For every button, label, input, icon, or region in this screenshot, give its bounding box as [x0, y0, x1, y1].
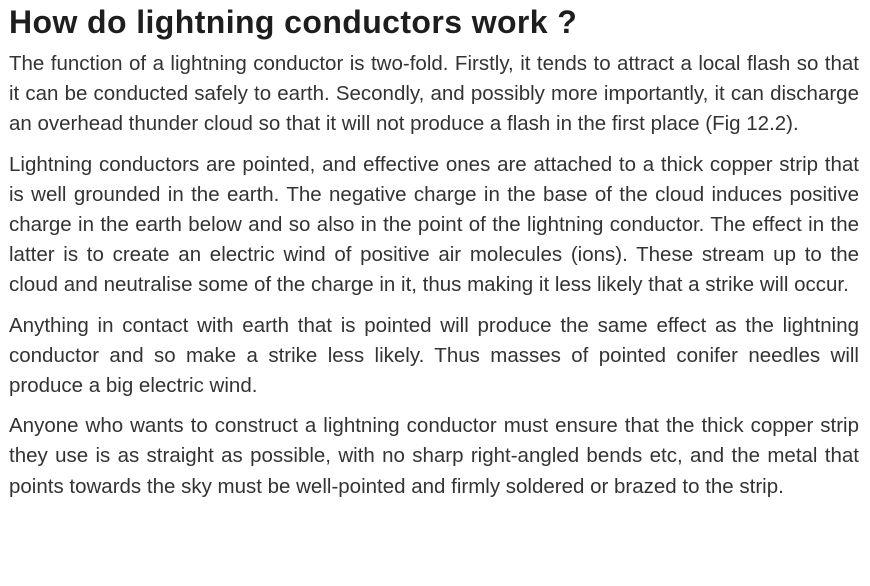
paragraph-pointed-conductors: Lightning conductors are pointed, and effective ones are attached to a thick copper strip that is well grounded in the earth. The negative charge in the base of the cloud induces positive charge in the earth below and so also in the point of the lightning conductor. The effect in the latter is to create an electric wind of positive air molecules (ions). These stream up to the cloud and neutralise some of the charge in it, thus making it less likely that a strike will occur.: [9, 152, 859, 297]
section-heading: How do lightning conductors work ?: [9, 4, 578, 40]
document-page: [9, 0, 859, 502]
paragraph-function: The function of a lightning conductor is two-fold. Firstly, it tends to attract a local flash so that it can be conducted safely to earth. Secondly, and possibly more importantly, it can discharge an overhead thunder cloud so that it will not produce a flash in the first place (Fig 12.2).: [9, 52, 859, 136]
paragraph-pointed-objects: Anything in contact with earth that is pointed will produce the same effect as the lightning conductor and so make a strike less likely. Thus masses of pointed conifer needles will produce a big electric wind.: [9, 313, 859, 398]
paragraph-construction: Anyone who wants to construct a lightning conductor must ensure that the thick copper strip they use is as straight as possible, with no sharp right-angled bends etc, and the metal that points towards the sky must be well-pointed and firmly soldered or brazed to the strip.: [9, 414, 859, 498]
